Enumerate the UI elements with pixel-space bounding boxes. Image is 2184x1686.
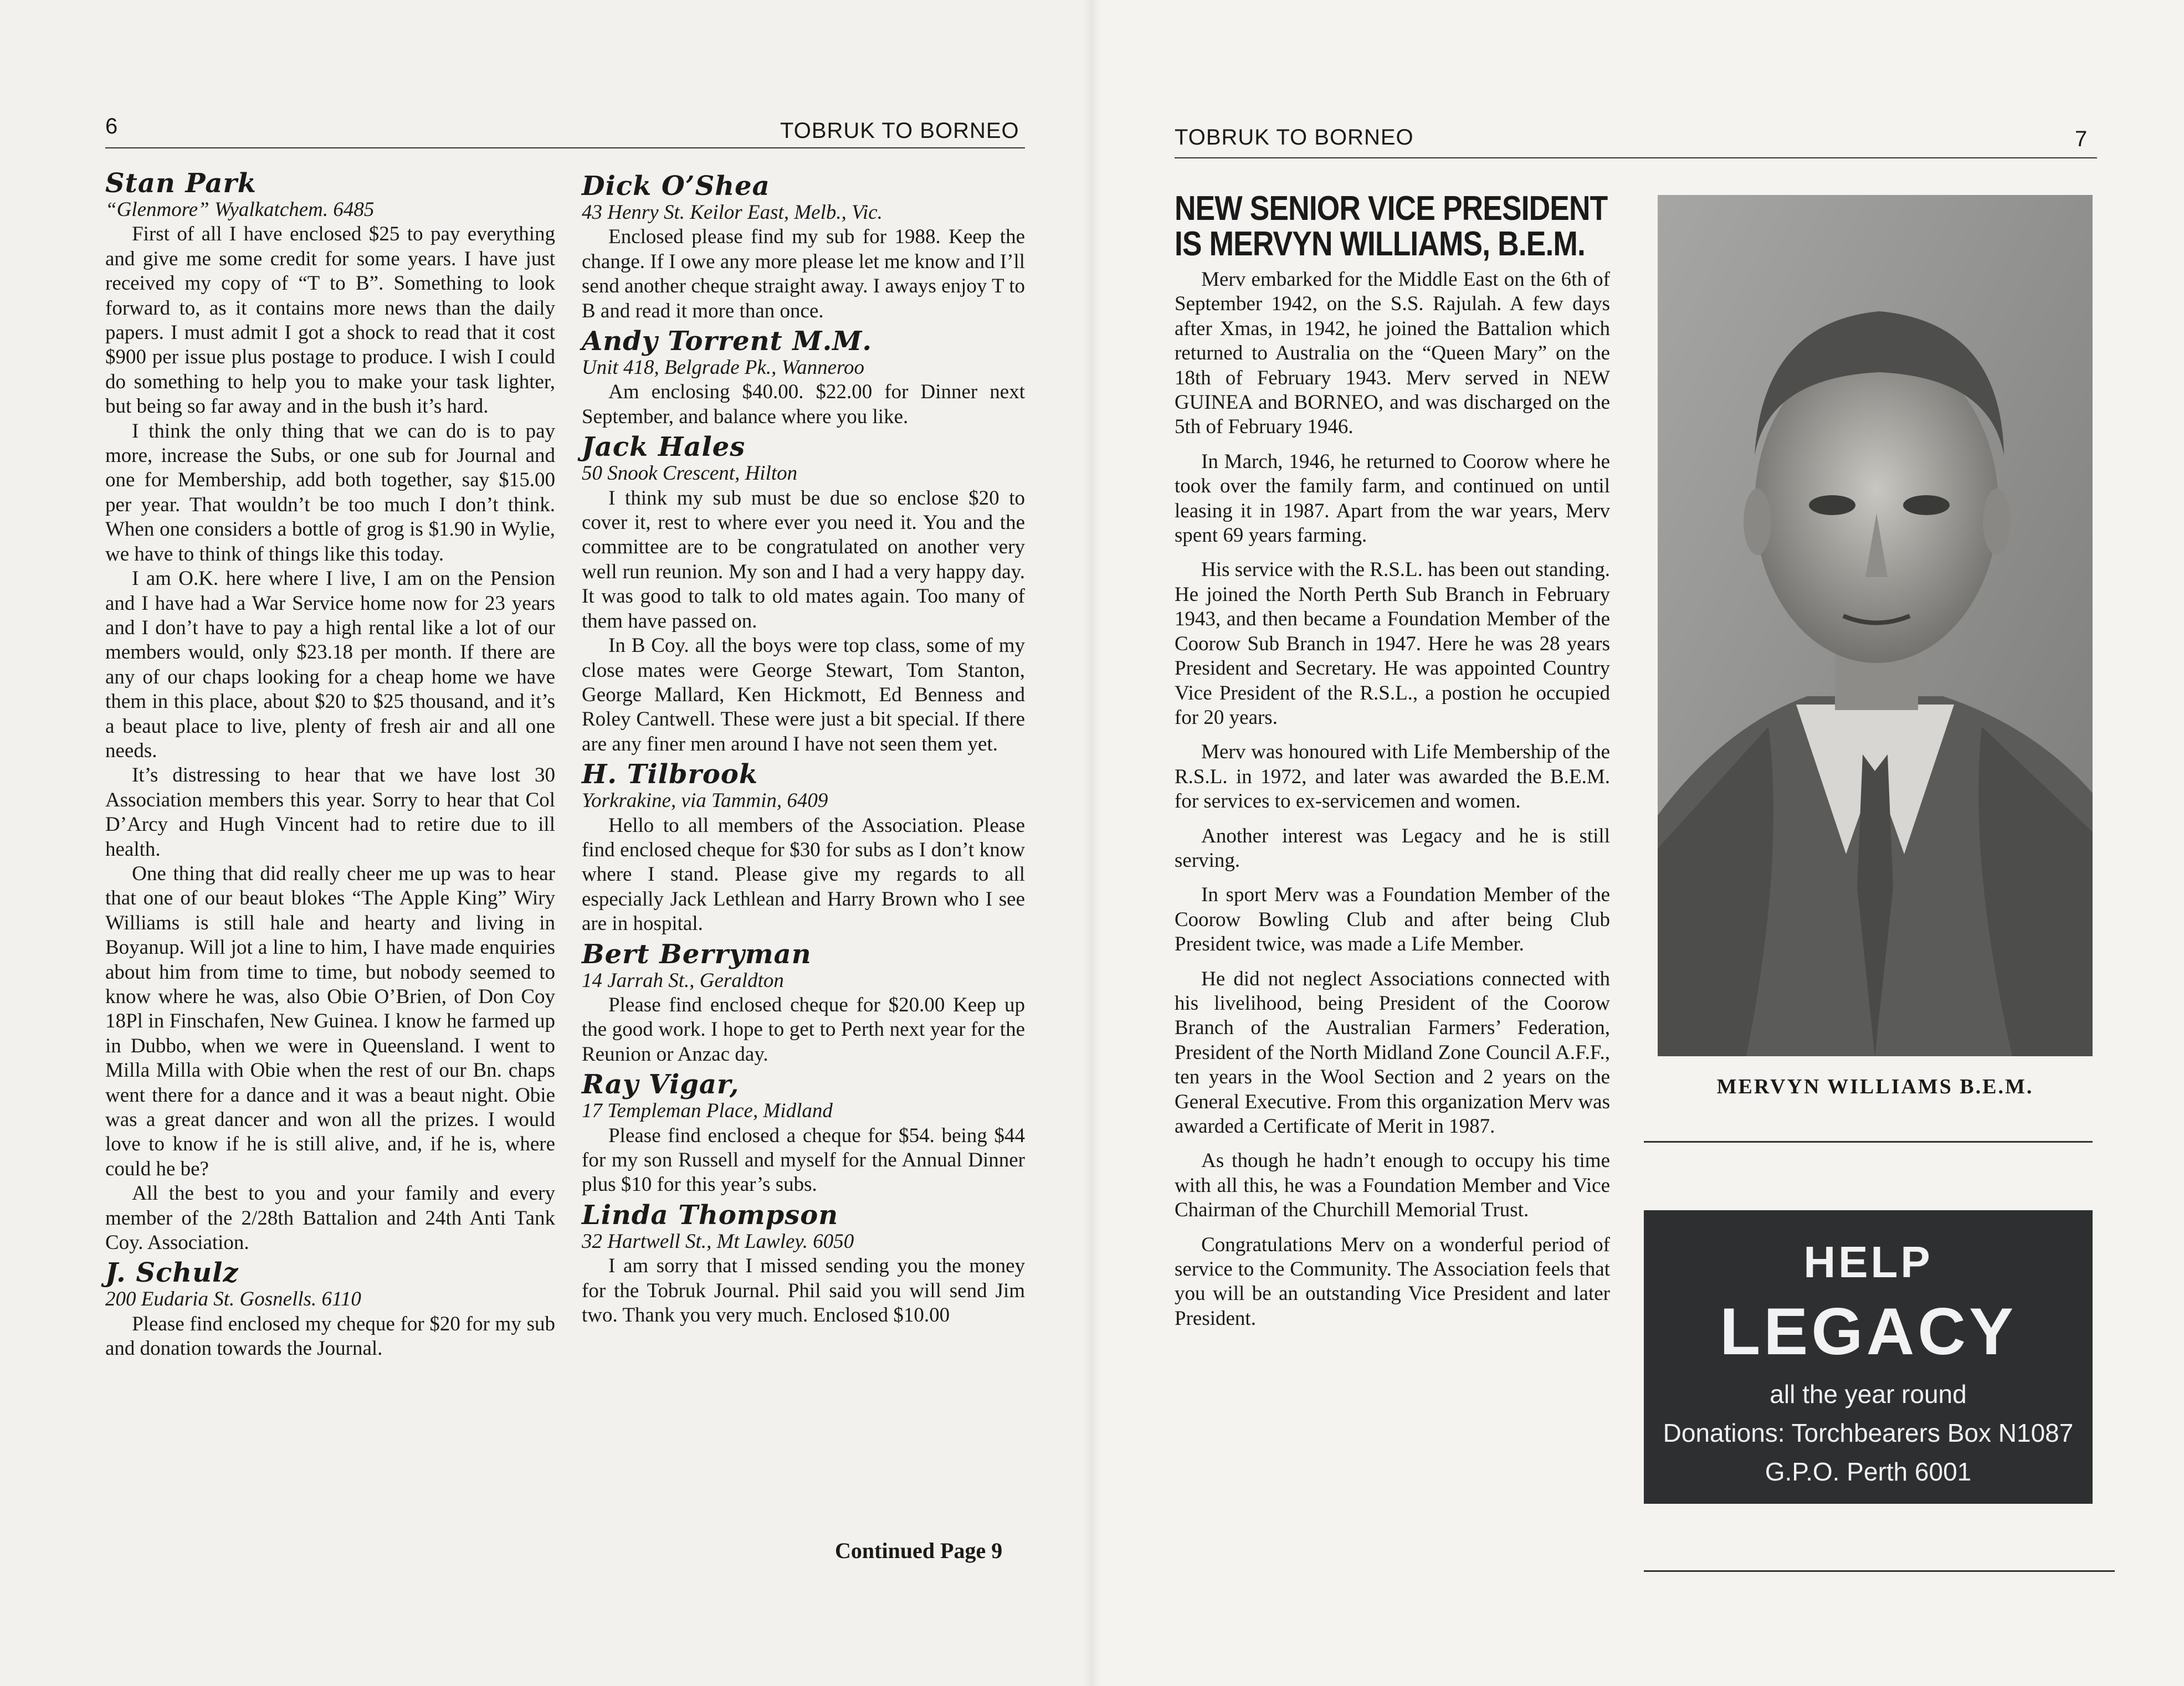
letter-paragraph: In B Coy. all the boys were top class, some of my close mates were George Stewart, Tom Stanton, George Mallard, Ken Hickmott, Ed Benness and Roley Cantwell. These were just a bit special. If there are any finer men around I have not seen them yet. [582, 634, 1025, 755]
letter-author-address: Yorkrakine, via Tammin, 6409 [582, 789, 828, 813]
legacy-ad-legacy: LEGACY [1719, 1294, 2017, 1369]
letters-column-1 [105, 169, 555, 1361]
letter-paragraph: Hello to all members of the Association. Please find enclosed cheque for $30 for subs as I don’t know where I stand. Please give my regards to all especially Jack Lethlean and Harry Brown who I see are in hospital. [582, 814, 1025, 935]
letter-paragraph: I think the only thing that we can do is to pay more, increase the Subs, or one sub for Journal and one for Membership, add both together, say $15.00 per year. That wouldn’t be too much I don’t think. When one considers a bottle of grog is $1.90 in Wylie, we have to think of things like this today. [105, 419, 555, 566]
letter [582, 327, 1025, 429]
letter-paragraph: First of all I have enclosed $25 to pay everything and give me some credit for some years. I have just received my copy of “T to B”. Something to look forward to, as it contains more news than the daily papers. I must admit I got a shock to read that it cost $900 per issue plus postage to produce. I wish I could do something to help you to make your task lighter, but being so far away and in the bush it’s hard. [105, 223, 555, 418]
page-gutter [1083, 0, 1101, 1686]
letter-author-name: Jack Hales [582, 431, 746, 463]
legacy-advertisement [1644, 1210, 2093, 1504]
letter [582, 940, 1025, 1067]
letter-paragraph: Enclosed please find my sub for 1988. Keep the change. If I owe any more please let me know and I’ll send another cheque straight away. I aways enjoy T to B and read it more than once. [582, 225, 1025, 322]
letter-author-name: H. Tilbrook [582, 759, 758, 790]
article-headline-line-1: NEW SENIOR VICE PRESIDENT [1175, 189, 1608, 228]
letter-paragraph: Please find enclosed cheque for $20.00 Keep up the good work. I hope to get to Perth next year for the Reunion or Anzac day. [582, 993, 1025, 1066]
letter-author-address: 14 Jarrah St., Geraldton [582, 969, 784, 992]
letter-author-address: 17 Templeman Place, Midland [582, 1099, 833, 1123]
letter-paragraph: Please find enclosed my cheque for $20 for my sub and donation towards the Journal. [105, 1312, 555, 1360]
article-paragraph: In March, 1946, he returned to Coorow where he took over the family farm, and continued on until leasing it in 1987. Apart from the war years, Merv spent 69 years farming. [1175, 450, 1610, 547]
letter-author-address: 200 Eudaria St. Gosnells. 6110 [105, 1288, 361, 1311]
letter-author-address: Unit 418, Belgrade Pk., Wanneroo [582, 356, 865, 379]
article-paragraph: He did not neglect Associations connected with his livelihood, being President of the Coorow Branch of the Australian Farmers’ Federation, President of the North Midland Zone Council A.F.F., ten years in the Wool Section and 2 years on the General Executive. From this organization Merv was awarded a Certificate of Merit in 1987. [1175, 967, 1610, 1138]
continued-note: Continued Page 9 [835, 1538, 1003, 1563]
photo-caption: MERVYN WILLIAMS B.E.M. [1716, 1075, 2034, 1098]
running-head-right: TOBRUK TO BORNEO [1175, 125, 1414, 150]
letter-author-name: Dick O’Shea [582, 171, 770, 202]
article-paragraph: His service with the R.S.L. has been out standing. He joined the North Perth Sub Branch in February 1943, and then became a Foundation Member of the Coorow Sub Branch in 1947. Here he was 28 years President and Secretary. He was appointed Country Vice President of the R.S.L., a postion he occupied for 20 years. [1175, 558, 1610, 729]
letter-author-address: 32 Hartwell St., Mt Lawley. 6050 [582, 1230, 854, 1253]
caption-rule [1644, 1141, 2093, 1143]
article-headline-line-2: IS MERVYN WILLIAMS, B.E.M. [1175, 225, 1585, 263]
letter-paragraph: I am O.K. here where I live, I am on the Pension and I have had a War Service home now for 23 years and I don’t have to pay a high rental like a lot of our members would, only $23.18 per month. If there are any of our chaps looking for a cheap home we have them in this place, about $20 to $25 thousand, and it’s a beaut place to live, plenty of fresh air and all one needs. [105, 567, 555, 762]
letter [582, 1070, 1025, 1197]
letter [582, 760, 1025, 936]
letter-paragraph: Am enclosing $40.00. $22.00 for Dinner next September, and balance where you like. [582, 381, 1025, 428]
letter-author-address: 50 Snook Crescent, Hilton [582, 462, 798, 485]
letter-paragraph: All the best to you and your family and every member of the 2/28th Battalion and 24th Anti Tank Coy. Association. [105, 1182, 555, 1255]
letter-paragraph: I think my sub must be due so enclose $20 to cover it, rest to where ever you need it. You and the committee are to be congratulated on another very well run reunion. My son and I had a very happy day. It was good to talk to old mates again. Too many of them have passed on. [582, 486, 1025, 633]
letter-author-name: Stan Park [105, 168, 257, 199]
letter [582, 1201, 1025, 1328]
page-number-left: 6 [105, 114, 118, 138]
bottom-rule-right [1644, 1570, 2115, 1572]
article-body [1175, 268, 1610, 1331]
letter-author-name: Linda Thompson [582, 1199, 839, 1231]
letter [582, 433, 1025, 757]
legacy-ad-address: G.P.O. Perth 6001 [1765, 1457, 1972, 1486]
running-head-left: TOBRUK TO BORNEO [780, 119, 1019, 143]
legacy-ad-help: HELP [1803, 1237, 1933, 1287]
letters-column-2 [582, 172, 1025, 1328]
header-rule-right [1175, 157, 2097, 158]
letter-paragraph: Please find enclosed a cheque for $54. being $44 for my son Russell and myself for the Annual Dinner plus $10 for this year’s subs. [582, 1124, 1025, 1196]
letter-author-address: “Glenmore” Wyalkatchem. 6485 [105, 198, 375, 221]
letter-author-address: 43 Henry St. Keilor East, Melb., Vic. [582, 201, 883, 224]
letter [105, 169, 555, 1255]
article-paragraph: Merv embarked for the Middle East on the 6th of September 1942, on the S.S. Rajulah. A few days after Xmas, in 1942, he joined the Battalion which returned to Australia on the “Queen Mary” on the 18th of February 1943. Merv served in NEW GUINEA and BORNEO, and was discharged on the 5th of February 1946. [1175, 268, 1610, 439]
letter-paragraph: One thing that did really cheer me up was to hear that one of our beaut blokes “The Apple King” Wiry Williams is still hale and hearty and living in Boyanup. Will jot a line to him, I have made enquiries about him from time to time, but nobody seemed to know where he was, also Obie O’Brien, of Don Coy 18Pl in Finschafen, New Guinea. I know he farmed up in Dubbo, when we were in Queensland. I went to Milla Milla with Obie when the rest of our Bn. chaps went there for a dance and it was a beaut night. Obie was a great dancer and won all the prizes. I would love to know if he is still alive, and, if he is, where could he be? [105, 862, 555, 1180]
portrait-image [1658, 195, 2093, 1056]
article-paragraph: As though he hadn’t enough to occupy his time with all this, he was a Foundation Member and Vice Chairman of the Churchill Memorial Trust. [1175, 1149, 1610, 1222]
letter-author-name: Bert Berryman [582, 938, 812, 970]
letter-paragraph: I am sorry that I missed sending you the money for the Tobruk Journal. Phil said you will send Jim two. Thank you very much. Enclosed $10.00 [582, 1255, 1025, 1327]
article-column [1175, 191, 1610, 1331]
legacy-ad-tagline: all the year round [1770, 1380, 1967, 1409]
letter-author-name: Ray Vigar, [582, 1069, 740, 1101]
letter [582, 172, 1025, 323]
article-paragraph: Congratulations Merv on a wonderful period of service to the Community. The Association feels that you will be an outstanding Vice President and later President. [1175, 1233, 1610, 1330]
article-paragraph: Another interest was Legacy and he is still serving. [1175, 824, 1610, 872]
letter [105, 1258, 555, 1361]
header-rule-left [105, 147, 1025, 148]
page-number-right: 7 [2075, 127, 2088, 151]
legacy-ad-donations: Donations: Torchbearers Box N1087 [1663, 1418, 2074, 1447]
letter-author-name: J. Schulz [105, 1257, 239, 1289]
portrait-photo [1658, 195, 2093, 1056]
article-paragraph: Merv was honoured with Life Membership of the R.S.L. in 1972, and later was awarded the B.E.M. for services to ex-servicemen and women. [1175, 741, 1610, 813]
letter-paragraph: It’s distressing to hear that we have lost 30 Association members this year. Sorry to hear that Col D’Arcy and Hugh Vincent had to retire due to ill health. [105, 764, 555, 861]
letter-author-name: Andy Torrent M.M. [582, 326, 873, 357]
article-paragraph: In sport Merv was a Foundation Member of the Coorow Bowling Club and after being Club President twice, was made a Life Member. [1175, 883, 1610, 956]
